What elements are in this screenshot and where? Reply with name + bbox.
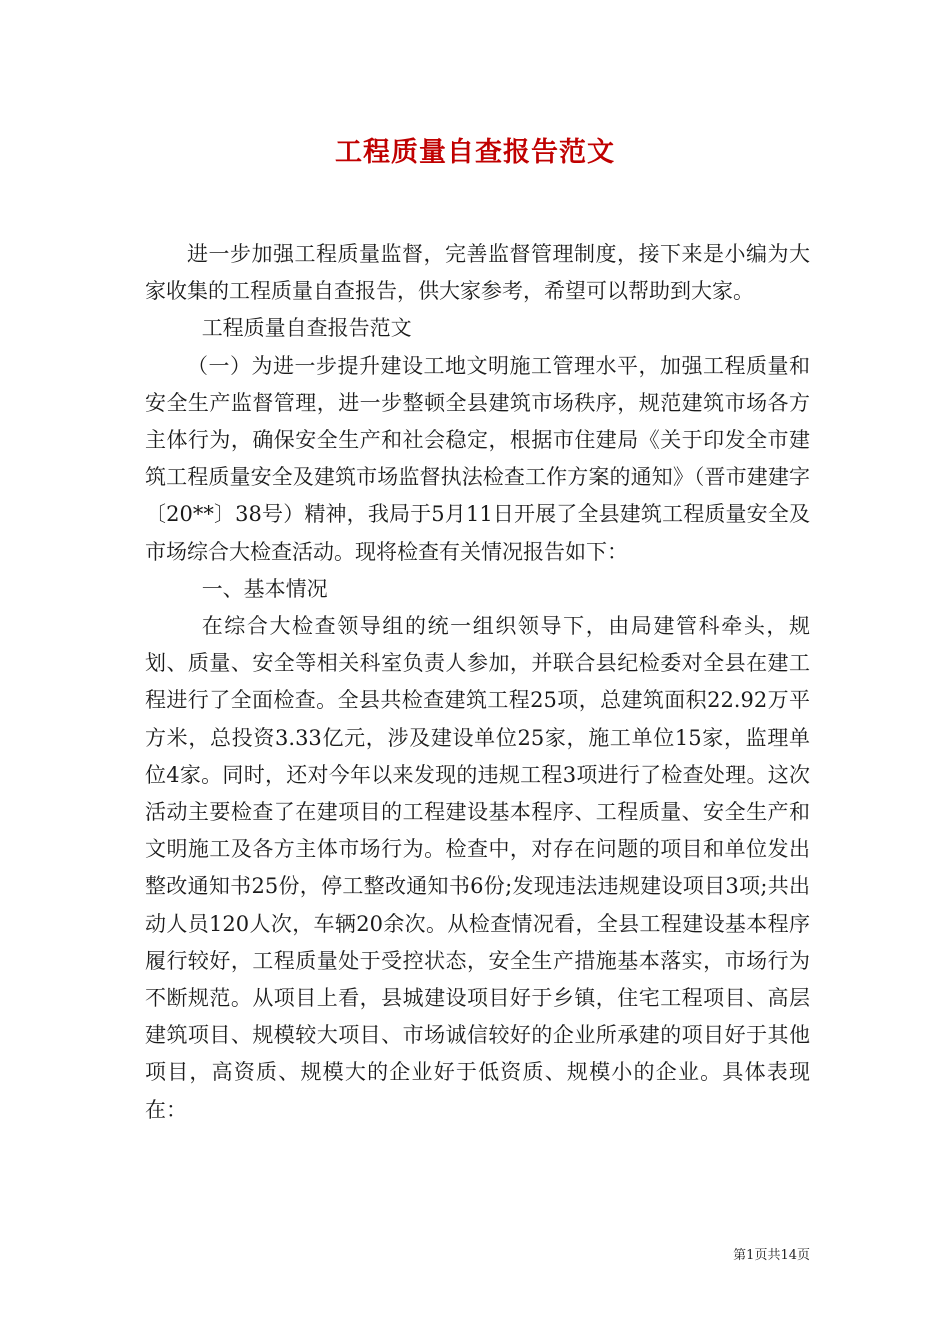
basic-situation-heading: 一、基本情况 <box>201 576 328 601</box>
section-heading: 工程质量自查报告范文 <box>201 316 412 341</box>
document-body <box>145 236 810 1129</box>
basic-situation-paragraph: 在综合大检查领导组的统一组织领导下，由局建管科牵头，规划、质量、安全等相关科室负责人参加，并联合县纪检委对全县在建工程进行了全面检查。全县共检查建筑工程25项，总建筑面积22.92万平方米，总投资3.33亿元，涉及建设单位25家，施工单位15家，监理单位4家。同时，还对今年以来发现的违规工程3项进行了检查处理。这次活动主要检查了在建项目的工程建设基本程序、工程质量、安全生产和文明施工及各方主体市场行为。检查中，对存在问题的项目和单位发出整改通知书25份，停工整改通知书6份;发现违法违规建设项目3项;共出动人员120人次，车辆20余次。从检查情况看，全县工程建设基本程序履行较好，工程质量处于受控状态，安全生产措施基本落实，市场行为不断规范。从项目上看，县城建设项目好于乡镇，住宅工程项目、高层建筑项目、规模较大项目、市场诚信较好的企业所承建的项目好于其他项目，高资质、规模大的企业好于低资质、规模小的企业。具体表现在： <box>145 614 810 1122</box>
paragraph-one: （一）为进一步提升建设工地文明施工管理水平，加强工程质量和安全生产监督管理，进一步整顿全县建筑市场秩序，规范建筑市场各方主体行为，确保安全生产和社会稳定，根据市住建局《关于印发全市建筑工程质量安全及建筑市场监督执法检查工作方案的通知》（晋市建建字〔20**〕38号）精神，我局于5月11日开展了全县建筑工程质量安全及市场综合大检查活动。现将检查有关情况报告如下： <box>145 353 810 564</box>
document-title: 工程质量自查报告范文 <box>335 137 615 168</box>
intro-paragraph: 进一步加强工程质量监督，完善监督管理制度，接下来是小编为大家收集的工程质量自查报告，供大家参考，希望可以帮助到大家。 <box>145 242 810 304</box>
page-number: 第1页共14页 <box>733 1248 810 1263</box>
